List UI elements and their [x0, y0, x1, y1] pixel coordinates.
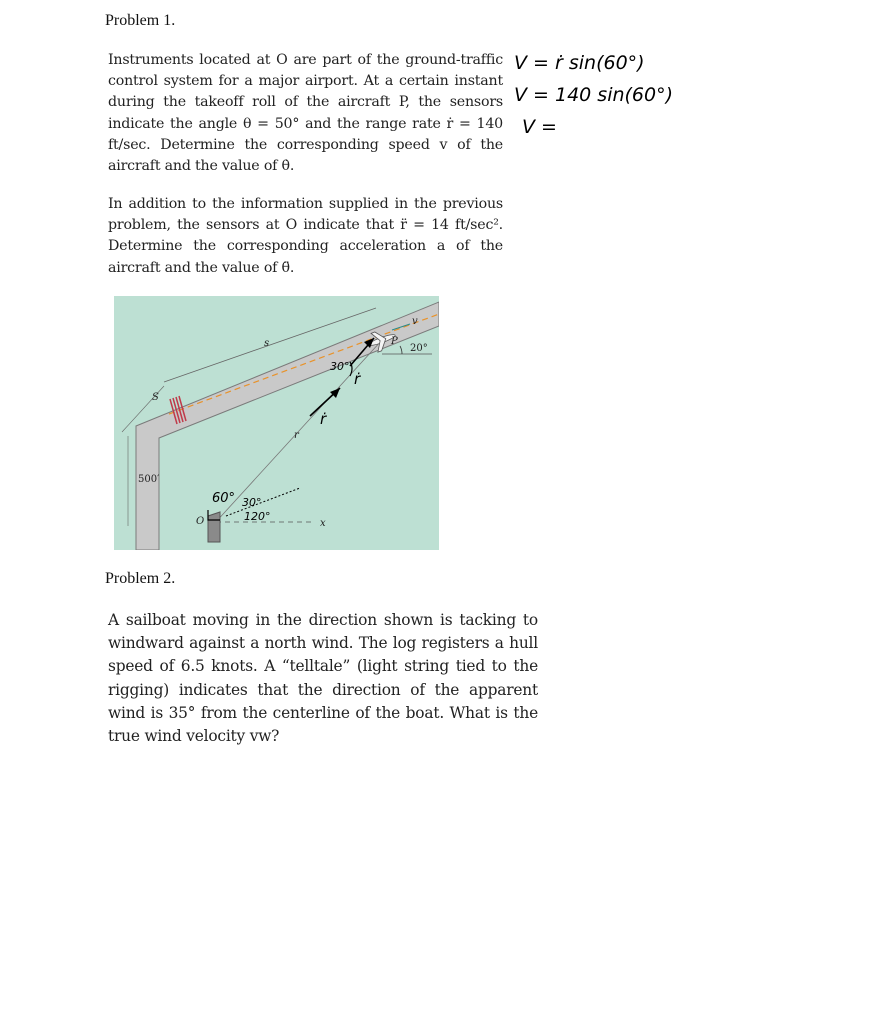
label-20deg: 20°: [410, 343, 428, 354]
hand-120deg: 120°: [244, 510, 271, 523]
handwritten-note-1: V = ṙ sin(60°): [514, 52, 645, 74]
hand-60deg: 60°: [212, 491, 236, 506]
label-p: P: [391, 336, 398, 347]
label-o: O: [196, 516, 205, 527]
label-x: x: [320, 518, 326, 529]
problem1-paragraph1: Instruments located at O are part of the ground-traffic control system for a major airport. At a certain instant during the takeoff roll of the aircraft P, the sensors indicate the angle θ = 50° and the range rate ṙ = 140 ft/sec. Determine the corresponding speed v of the aircraft and the value of θ̇.: [108, 52, 503, 175]
hand-30deg-near-p: 30°: [330, 360, 350, 373]
problem1-heading: Problem 1.: [105, 12, 176, 29]
label-s-left: S: [152, 392, 159, 403]
problem2-paragraph: A sailboat moving in the direction shown is tacking to windward against a north wind. The log registers a hull speed of 6.5 knots. A “telltale” (light string tied to the rigging) indicates that the direction of the apparent wind is 35° from the centerline of the boat. What is the true wind velocity vw?: [108, 611, 538, 746]
hand-rdot-lower: ṙ: [320, 410, 327, 428]
tower-icon: [208, 512, 220, 542]
label-r: r: [294, 430, 299, 441]
airport-diagram: [114, 296, 439, 550]
label-s-top: s: [264, 338, 270, 349]
label-v: v: [412, 316, 418, 327]
handwritten-note-2: V = 140 sin(60°): [514, 84, 674, 106]
hand-30deg: 30°: [242, 496, 262, 509]
hand-rdot-upper: ṙ: [354, 370, 361, 388]
problem1-paragraph2: In addition to the information supplied in the previous problem, the sensors at O indicate that r̈ = 14 ft/sec². Determine the corresponding acceleration a of the aircraft and the value of θ̈.: [108, 196, 503, 276]
label-500: 500′: [138, 474, 160, 485]
problem2-heading: Problem 2.: [105, 570, 176, 587]
handwritten-note-3: V =: [522, 116, 557, 138]
